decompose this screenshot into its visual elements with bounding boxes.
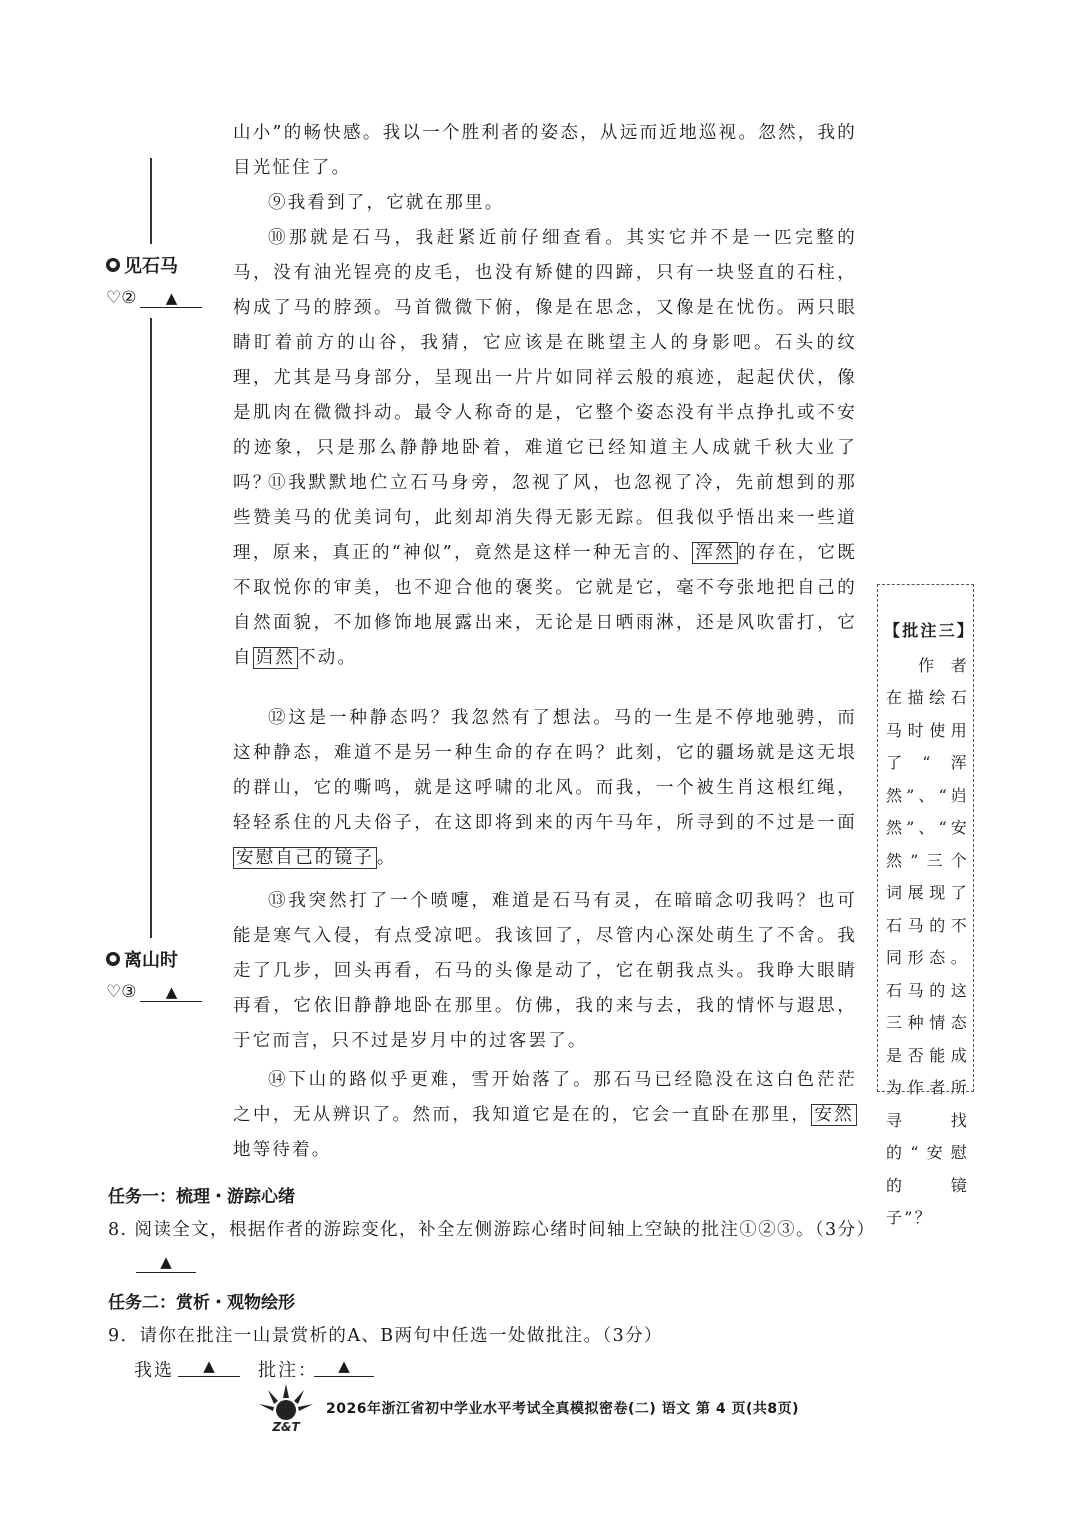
timeline-slot-2[interactable]: [106, 288, 202, 308]
heart-icon: ♡③: [106, 982, 137, 1002]
paragraph-11: ⑪我默默地伫立石马身旁，忽视了风，也忽视了冷，先前想到的那些赞美马的优美词句，此刻却消失得无影无踪。但我似乎悟出来一些道理，原来，真正的“神似”，竟然是这样一种无言的、 浑然 的存在，它既不取悦你的审美，也不迎合他的褒奖。它就是它，毫不夸张地把自己的自然面貌，不加修饰地展露出来，无论是日晒雨淋，还是风吹雷打，它自 岿然 不动。: [233, 473, 857, 668]
paragraph-continuation: 山小”的畅快感。我以一个胜利者的姿态，从远而近地巡视。忽然，我的目光怔住了。: [233, 123, 857, 178]
answer-blank-q9-choice[interactable]: ▲: [178, 1356, 240, 1377]
boxed-word-kuiran: 岿然: [253, 647, 298, 669]
annotation-title: 【批注三】: [884, 621, 976, 640]
timeline-label: 离山时: [124, 950, 178, 971]
footer-text: 2026年浙江省初中学业水平考试全真模拟密卷(二) 语文 第 4 页(共8页): [326, 1401, 800, 1417]
question-9: 9．请你在批注一山景赏析的A、B两句中任选一处做批注。（3分）: [108, 1326, 663, 1346]
paragraph-13: ⑬我突然打了一个喷嚏，难道是石马有灵，在暗暗念叨我吗？也可能是寒气入侵，有点受凉吧。我该回了，尽管内心深处萌生了不舍。我走了几步，回头再看，石马的头像是动了，它在朝我点头。我睁大眼睛再看，它依旧静静地卧在那里。仿佛，我的来与去，我的情怀与遐思，于它而言，只不过是岁月中的过客罢了。: [233, 891, 857, 1051]
choose-label: 我选: [134, 1360, 174, 1381]
timeline-slot-3[interactable]: [106, 982, 202, 1002]
timeline-item-see-stone-horse: [106, 252, 178, 278]
publisher-logo: [256, 1382, 316, 1434]
timeline-item-leave-mountain: [106, 946, 178, 972]
annotation-box-3: [877, 584, 976, 1227]
task-1-heading: 任务一：梳理・游踪心绪: [108, 1187, 295, 1207]
answer-blank-2[interactable]: ▲: [140, 289, 202, 308]
paragraph-9: ⑨我看到了，它就在那里。: [268, 193, 505, 213]
question-8: 8. 阅读全文，根据作者的游踪变化，补全左侧游踪心绪时间轴上空缺的批注①②③。（3分）: [108, 1220, 876, 1240]
boxed-phrase-mirror: 安慰自己的镜子: [233, 847, 377, 869]
svg-text:Z&T: Z&T: [272, 1420, 300, 1434]
location-pin-icon: ●: [106, 258, 120, 272]
location-pin-icon: ●: [106, 952, 120, 966]
answer-blank-q9-note[interactable]: ▲: [314, 1356, 374, 1377]
boxed-word-anran: 安然: [811, 1104, 857, 1126]
paragraph-12: ⑫这是一种静态吗？我忽然有了想法。马的一生是不停地驰骋，而这种静态，难道不是另一种生命的存在吗？此刻，它的疆场就是这无垠的群山，它的嘶鸣，就是这呼啸的北风。而我，一个被生肖这根红绳，轻轻系住的凡夫俗子，在这即将到来的丙午马年，所寻到的不过是一面安慰自己的镜子 。: [233, 708, 857, 868]
paragraph-10: ⑩那就是石马，我赶紧近前仔细查看。其实它并不是一匹完整的马，没有油光锃亮的皮毛，也没有矫健的四蹄，只有一块竖直的石柱，构成了马的脖颈。马首微微下俯，像是在思念，又像是在忧伤。两只眼睛盯着前方的山谷，我猜，它应该是在眺望主人的身影吧。石头的纹理，尤其是马身部分，呈现出一片片如同祥云般的痕迹，起起伏伏，像是肌肉在微微抖动。最令人称奇的是，它整个姿态没有半点挣扎或不安的迹象，只是那么静静地卧着，难道它已经知道主人成就千秋大业了吗？: [233, 228, 857, 493]
annotation-body: 作者在描绘石马时使用了“浑然”、“岿然”、“安然”三个词展现了石马的不同形态。石马的这三种情态是否能成为作者所寻找的“安慰的镜子”？: [886, 655, 969, 1227]
timeline-line-upper: [150, 158, 152, 244]
boxed-word-hunran: 浑然: [692, 542, 738, 564]
timeline-line-middle: [150, 318, 152, 938]
paragraph-14: ⑭下山的路似乎更难，雪开始落了。那石马已经隐没在这白色茫茫之中，无从辨识了。然而，我知道它是在的，它会一直卧在那里， 安然地等待着。: [233, 1070, 857, 1160]
timeline-label: 见石马: [124, 256, 178, 277]
annotation-label: 批注：: [258, 1360, 318, 1381]
answer-blank-q8[interactable]: ▲: [136, 1252, 196, 1273]
page-footer: [256, 1382, 799, 1434]
heart-icon: ♡②: [106, 288, 137, 308]
sunburst-icon: [256, 1382, 316, 1434]
answer-blank-3[interactable]: ▲: [140, 983, 202, 1002]
task-2-heading: 任务二：赏析・观物绘形: [108, 1293, 295, 1313]
